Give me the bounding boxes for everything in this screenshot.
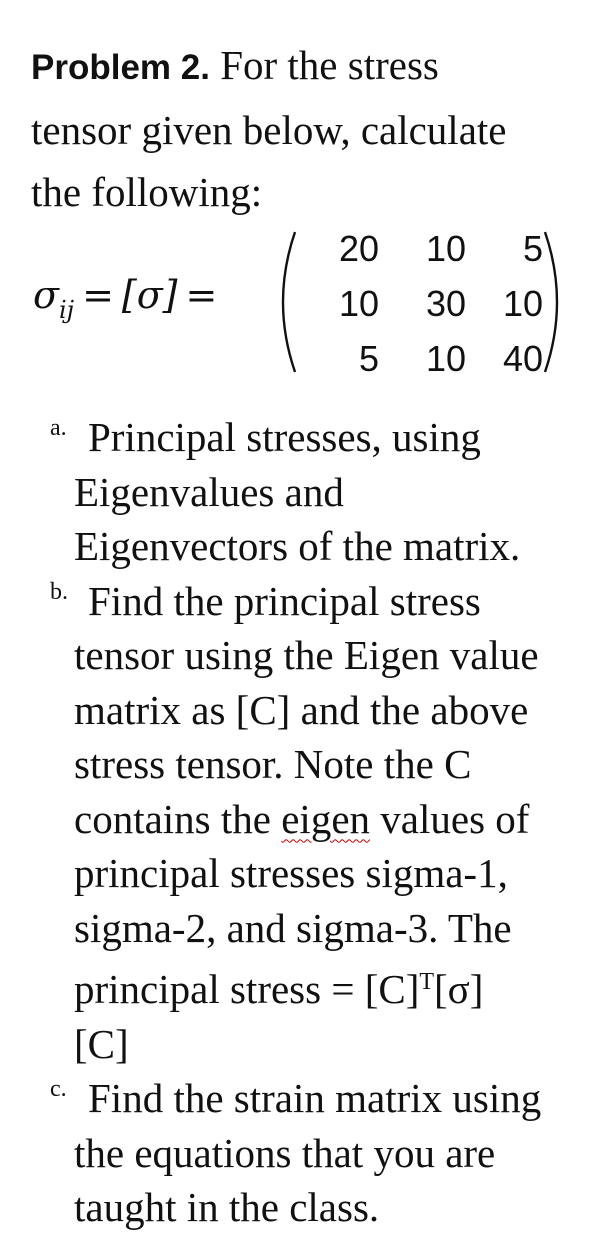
part-b-line (74, 955, 599, 1017)
problem-statement (31, 34, 591, 223)
part-b-text: values of (370, 795, 530, 842)
question-parts-list (0, 410, 607, 1235)
part-a-line: Principal stresses, using (88, 414, 481, 460)
matrix-cell: 10 (425, 228, 466, 269)
right-parenthesis (541, 228, 571, 376)
part-c-line: taught in the class. (74, 1184, 380, 1230)
part-b-letter: b. (50, 578, 68, 605)
equals-sign-1: = (82, 273, 114, 317)
part-b-line: principal stresses sigma-1, (74, 850, 508, 896)
spellcheck-flagged-word: eigen (281, 795, 371, 842)
matrix-cell: 10 (338, 283, 379, 324)
part-b-line: matrix as [C] and the above (74, 686, 529, 733)
matrix-row (295, 338, 543, 393)
part-a-line: Eigenvectors of the matrix. (74, 523, 521, 569)
matrix-cell: 5 (522, 228, 543, 269)
sigma-symbol: σ (33, 273, 59, 317)
transpose-superscript: T (419, 969, 435, 995)
intro-line-3: the following: (31, 169, 263, 215)
part-c-line: the equations that you are (74, 1129, 496, 1176)
part-c-letter: c. (50, 1076, 67, 1102)
equals-sign-2: = (185, 273, 218, 317)
matrix-cell: 30 (425, 283, 466, 324)
matrix-cell: 20 (338, 228, 379, 269)
matrix-cell: 10 (502, 283, 543, 324)
part-b-line: tensor using the Eigen value (74, 632, 539, 678)
part-b (50, 574, 599, 1072)
matrix-row (295, 283, 543, 338)
part-b-line: stress tensor. Note the C (74, 741, 472, 787)
part-b-line: sigma-2, and sigma-3. The (74, 904, 512, 951)
equation-lhs (33, 273, 225, 324)
part-b-text: principal stress = [C] (74, 966, 420, 1012)
intro-line-2: tensor given below, calculate (31, 107, 507, 153)
part-b-text: contains the (74, 795, 282, 842)
bracket-sigma: [σ] (121, 273, 178, 317)
part-a (50, 410, 599, 574)
part-a-line: Eigenvalues and (74, 468, 344, 515)
part-b-text: [σ] (434, 966, 484, 1012)
intro-line-1 (31, 34, 591, 99)
problem-label: Problem 2. (31, 48, 210, 87)
stress-tensor-equation (33, 228, 573, 379)
matrix-cell: 40 (502, 338, 543, 379)
intro-text-1: For the stress (220, 42, 439, 88)
stress-matrix (295, 228, 543, 393)
part-a-letter: a. (50, 415, 67, 441)
part-b-line: [C] (74, 1020, 129, 1067)
sigma-subscript: ij (58, 296, 75, 324)
part-b-line: Find the principal stress (88, 577, 481, 624)
matrix-row (295, 228, 543, 283)
matrix-cell: 5 (358, 338, 379, 379)
part-c (50, 1071, 599, 1235)
part-c-line: Find the strain matrix using (88, 1075, 542, 1121)
part-b-line (74, 792, 599, 847)
matrix-cell: 10 (425, 338, 466, 379)
